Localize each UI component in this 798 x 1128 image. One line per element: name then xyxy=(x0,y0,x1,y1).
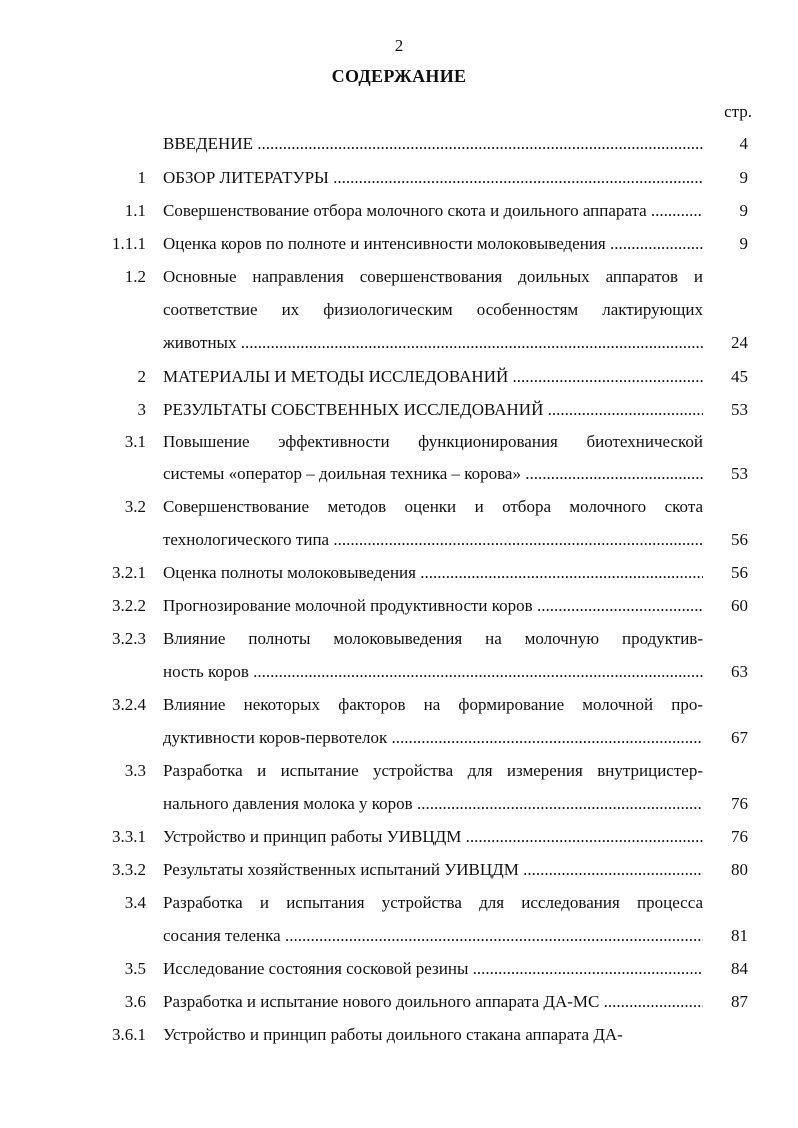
page-title: СОДЕРЖАНИЕ xyxy=(331,66,467,86)
toc-entry-text: Оценка полноты молоковыведения ..... xyxy=(163,561,703,585)
toc-entry-number: 3.2.4 xyxy=(112,695,146,714)
toc-entry-number: 1.1 xyxy=(124,201,146,220)
page-number: 2 xyxy=(394,36,404,55)
toc-entry-line xyxy=(0,990,798,1014)
toc-entry-text: РЕЗУЛЬТАТЫ СОБСТВЕННЫХ ИССЛЕДОВАНИЙ ..... xyxy=(163,398,703,422)
toc-entry-line xyxy=(0,594,798,618)
toc-entry-page: 84 xyxy=(731,959,748,978)
toc-entry-page: 53 xyxy=(731,464,748,483)
toc-entry-text: ВВЕДЕНИЕ ..... xyxy=(163,132,703,156)
toc-entry-text: Совершенствование методов оценки и отбора молочного скота xyxy=(163,497,703,516)
toc-entry-line xyxy=(0,365,798,389)
toc-entry-text: Разработка и испытания устройства для исследования процесса xyxy=(163,893,703,912)
toc-entry-text: Влияние некоторых факторов на формирование молочной про- xyxy=(163,695,703,714)
toc-entry-text: Влияние полноты молоковыведения на молочную продуктив- xyxy=(163,629,703,648)
toc-entry-line xyxy=(0,232,798,256)
toc-entry-number: 1.1.1 xyxy=(112,234,146,253)
toc-entry-text: Устройство и принцип работы доильного стакана аппарата ДА- xyxy=(163,1025,623,1044)
toc-entry-number: 3.6.1 xyxy=(112,1025,146,1044)
toc-entry-text: МАТЕРИАЛЫ И МЕТОДЫ ИССЛЕДОВАНИЙ ..... xyxy=(163,365,703,389)
toc-entry-line xyxy=(0,265,798,289)
toc-entry-text: Разработка и испытание нового доильного аппарата ДА-МС ..... xyxy=(163,990,703,1014)
toc-entry-line xyxy=(0,331,798,355)
toc-entry-text: технологического типа ..... xyxy=(163,528,703,552)
toc-entry-text: сосания теленка ..... xyxy=(163,924,703,948)
toc-entry-line xyxy=(0,858,798,882)
toc-entry-line xyxy=(0,1023,798,1047)
toc-entry-line xyxy=(0,166,798,190)
toc-entry-text: нального давления молока у коров ..... xyxy=(163,792,703,816)
toc-entry-line xyxy=(0,495,798,519)
toc-entry-page: 4 xyxy=(739,134,748,153)
toc-entry-number: 1.2 xyxy=(124,267,146,286)
toc-entry-page: 60 xyxy=(731,596,748,615)
toc-entry-text: Оценка коров по полноте и интенсивности молоковыведения ..... xyxy=(163,232,703,256)
toc-entry-line xyxy=(0,825,798,849)
toc-entry-number: 3.3.2 xyxy=(112,860,146,879)
toc-entry-line xyxy=(0,430,798,454)
toc-entry-line xyxy=(0,924,798,948)
toc-entry-line xyxy=(0,660,798,684)
toc-entry-number: 1 xyxy=(137,168,146,187)
toc-entry-line xyxy=(0,298,798,322)
toc-entry-number: 3.2.3 xyxy=(112,629,146,648)
toc-entry-number: 3.1 xyxy=(124,432,146,451)
toc-entry-line xyxy=(0,561,798,585)
toc-entry-text: Исследование состояния сосковой резины ..... xyxy=(163,957,703,981)
toc-entry-page: 80 xyxy=(731,860,748,879)
toc-entry-text: Разработка и испытание устройства для измерения внутрицистер- xyxy=(163,761,703,780)
toc-entry-page: 45 xyxy=(731,367,748,386)
toc-entry-text: Устройство и принцип работы УИВЦДМ ..... xyxy=(163,825,703,849)
toc-entry-text: ОБЗОР ЛИТЕРАТУРЫ ..... xyxy=(163,166,703,190)
toc-entry-page: 67 xyxy=(731,728,748,747)
toc-entry-text: Результаты хозяйственных испытаний УИВЦДМ ..... xyxy=(163,858,703,882)
toc-entry-number: 3.2.1 xyxy=(112,563,146,582)
toc-entry-page: 56 xyxy=(731,563,748,582)
toc-entry-number: 3.2.2 xyxy=(112,596,146,615)
toc-entry-text: системы «оператор – доильная техника – корова» ..... xyxy=(163,462,703,486)
toc-entry-number: 3 xyxy=(137,400,146,419)
toc-entry-text: дуктивности коров-первотелок ..... xyxy=(163,726,703,750)
toc-entry-number: 3.6 xyxy=(124,992,146,1011)
toc-entry-line xyxy=(0,891,798,915)
toc-entry-text: соответствие их физиологическим особенностям лактирующих xyxy=(163,300,703,319)
toc-entry-line xyxy=(0,726,798,750)
toc-entry-page: 9 xyxy=(739,168,748,187)
toc-entry-page: 76 xyxy=(731,827,748,846)
toc-entry-number: 3.2 xyxy=(124,497,146,516)
toc-entry-line xyxy=(0,627,798,651)
toc-entry-number: 3.5 xyxy=(124,959,146,978)
toc-entry-line xyxy=(0,957,798,981)
toc-entry-line xyxy=(0,132,798,156)
toc-entry-page: 63 xyxy=(731,662,748,681)
toc-entry-page: 87 xyxy=(731,992,748,1011)
toc-entry-number: 3.3.1 xyxy=(112,827,146,846)
toc-entry-page: 53 xyxy=(731,400,748,419)
toc-entry-line xyxy=(0,792,798,816)
toc-entry-page: 56 xyxy=(731,530,748,549)
toc-entry-number: 3.4 xyxy=(124,893,146,912)
toc-entry-line xyxy=(0,199,798,223)
toc-entry-text: Повышение эффективности функционирования биотехнической xyxy=(163,432,703,451)
toc-entry-line xyxy=(0,398,798,422)
toc-entry-text: ность коров ..... xyxy=(163,660,703,684)
toc-entry-page: 76 xyxy=(731,794,748,813)
toc-entry-page: 9 xyxy=(739,201,748,220)
toc-entry-page: 24 xyxy=(731,333,748,352)
toc-entry-text: Совершенствование отбора молочного скота и доильного аппарата ..... xyxy=(163,199,703,223)
toc-entry-line xyxy=(0,462,798,486)
toc-entry-text: Прогнозирование молочной продуктивности коров ..... xyxy=(163,594,703,618)
toc-entry-text: животных ..... xyxy=(163,331,703,355)
toc-entry-line xyxy=(0,759,798,783)
toc-entry-number: 3.3 xyxy=(124,761,146,780)
toc-entry-number: 2 xyxy=(137,367,146,386)
toc-entry-line xyxy=(0,528,798,552)
toc-entry-line xyxy=(0,693,798,717)
toc-entry-text: Основные направления совершенствования доильных аппаратов и xyxy=(163,267,703,286)
toc-entry-page: 9 xyxy=(739,234,748,253)
page-column-label: стр. xyxy=(724,102,752,121)
toc-entry-page: 81 xyxy=(731,926,748,945)
